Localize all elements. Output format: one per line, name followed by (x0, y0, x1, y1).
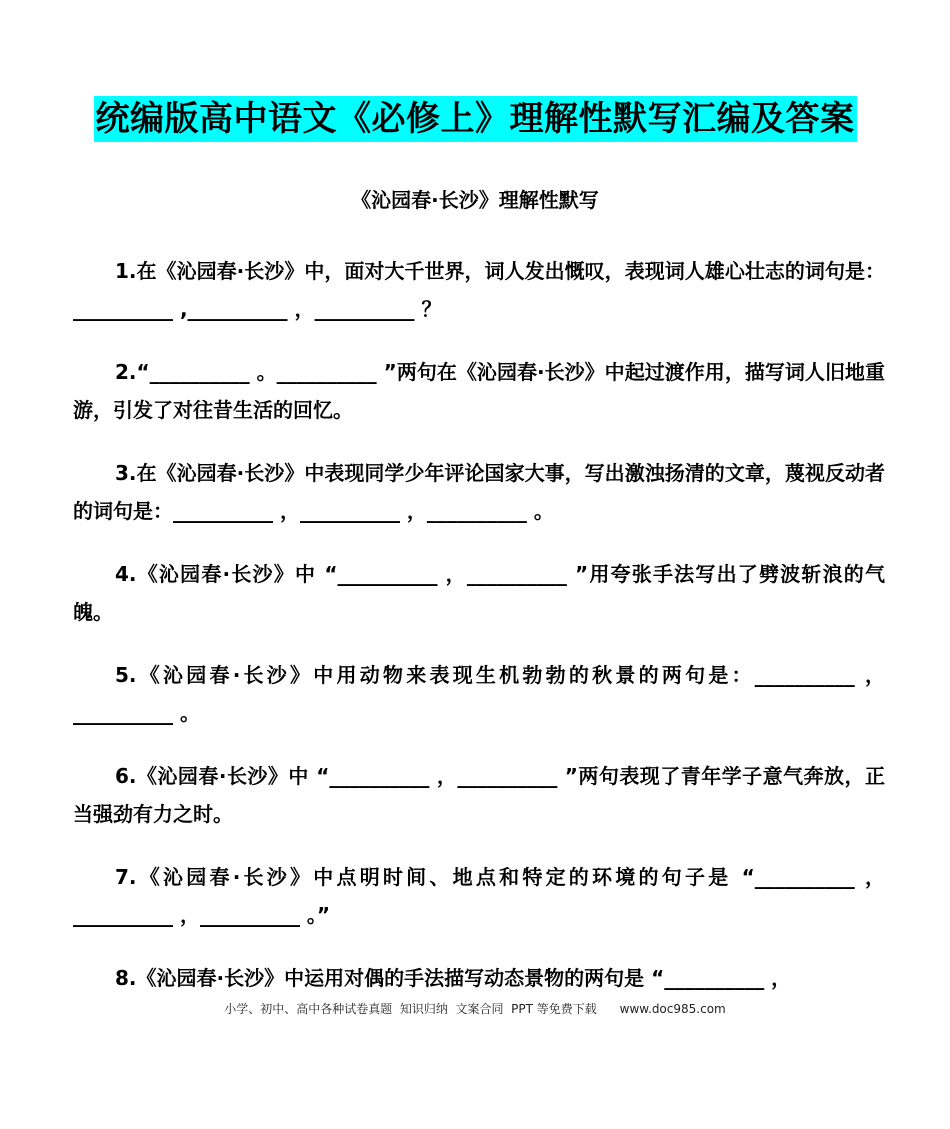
document-title: 统编版高中语文《必修上》理解性默写汇编及答案 (94, 96, 857, 142)
title-block (0, 96, 950, 142)
question-item: 1.在《沁园春·长沙》中，面对大千世界，词人发出慨叹，表现词人雄心壮志的词句是：__________ ,__________ ，__________ ？ (73, 259, 885, 321)
question-item: 3.在《沁园春·长沙》中表现同学少年评论国家大事，写出激浊扬清的文章，蔑视反动者的词句是：__________ ，__________ ，__________ 。 (73, 461, 885, 523)
question-item: 2.“__________ 。__________ ”两句在《沁园春·长沙》中起过渡作用，描写词人旧地重游，引发了对往昔生活的回忆。 (73, 360, 885, 422)
question-item: 6.《沁园春·长沙》中 “__________ ，__________ ”两句表现了青年学子意气奔放，正当强劲有力之时。 (73, 764, 885, 826)
question-list (73, 252, 885, 1022)
page-footer: 小学、初中、高中各种试卷真题 知识归纳 文案合同 PPT 等免费下载 www.doc985.com (224, 1002, 726, 1016)
question-item: 5.《沁园春·长沙》中用动物来表现生机勃勃的秋景的两句是：__________ ，__________ 。 (73, 663, 885, 725)
question-item: 8.《沁园春·长沙》中运用对偶的手法描写动态景物的两句是 “__________ ， (115, 966, 792, 990)
question-item: 4.《沁园春·长沙》中 “__________ ，__________ ”用夸张手法写出了劈波斩浪的气魄。 (73, 562, 885, 624)
question-item: 7.《沁园春·长沙》中点明时间、地点和特定的环境的句子是 “__________ ，__________ ，__________ 。” (73, 865, 885, 927)
section-subtitle: 《沁园春·长沙》理解性默写 (351, 188, 599, 212)
